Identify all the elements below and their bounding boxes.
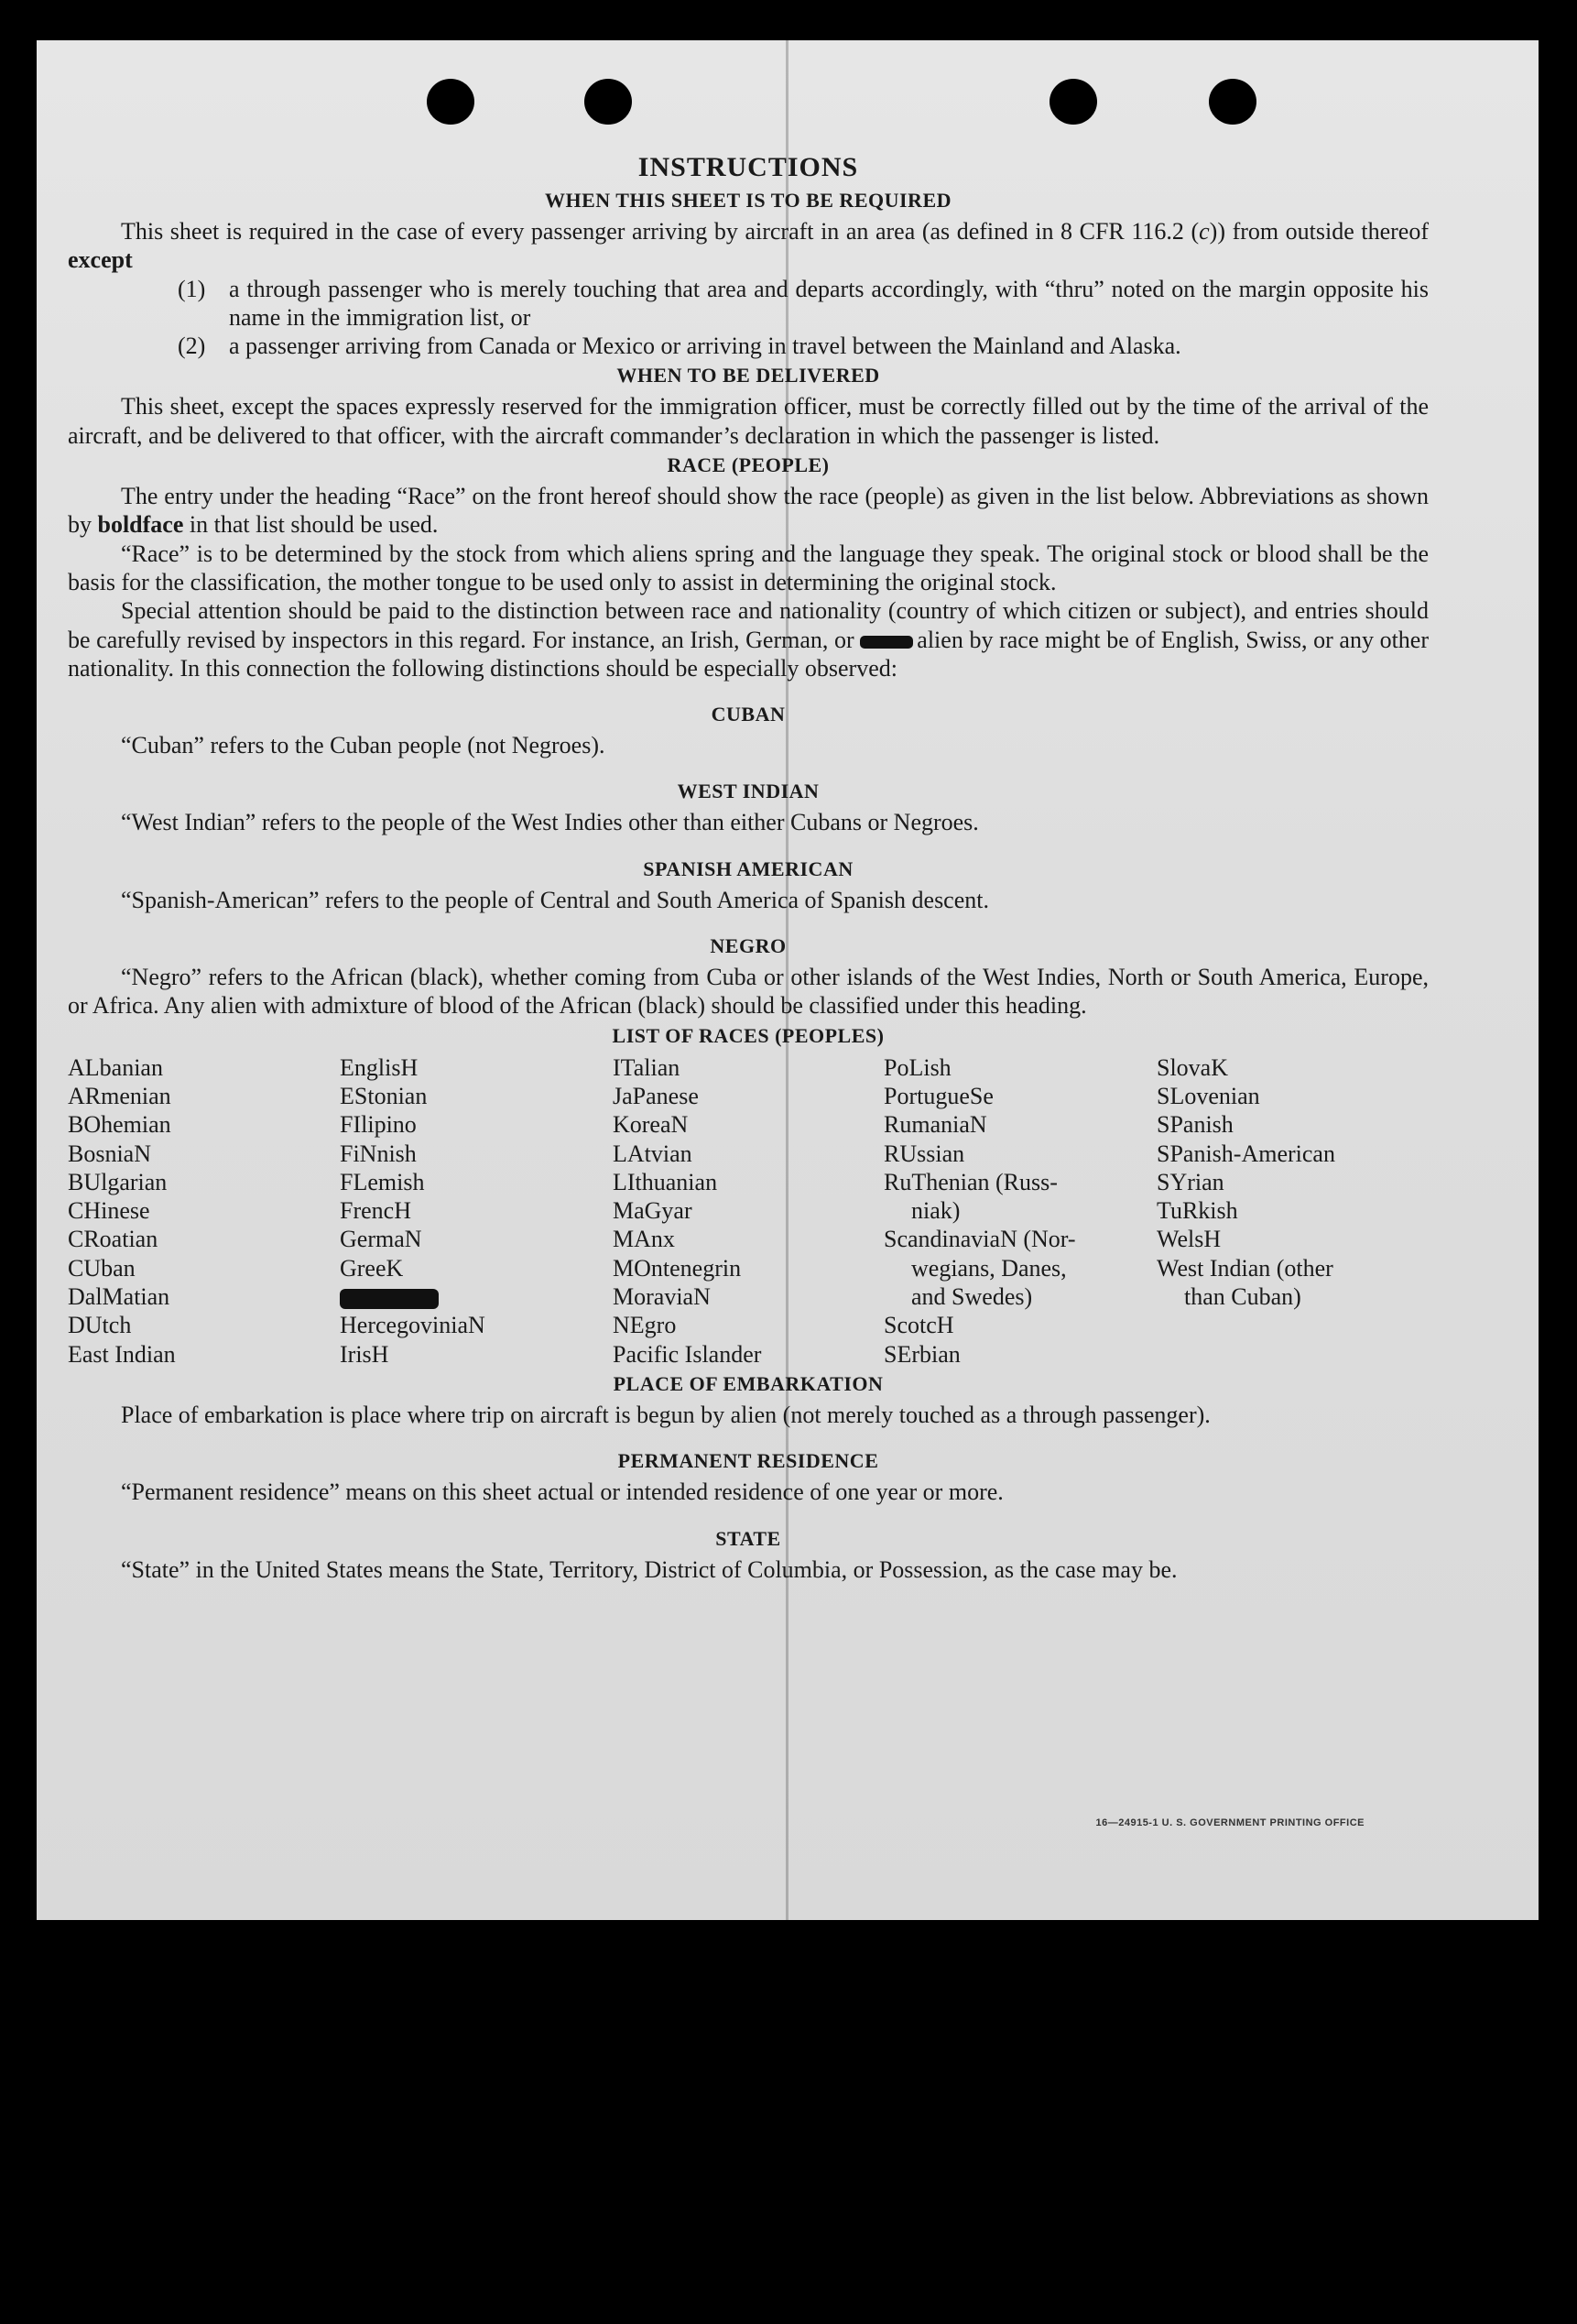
- race-item: WelsH: [1157, 1226, 1222, 1253]
- punch-hole: [427, 79, 474, 125]
- race-item: ScotcH: [884, 1312, 954, 1339]
- race-item: SLovenian: [1157, 1082, 1260, 1109]
- race-paragraph: The entry under the heading “Race” on the front hereof should show the race (people) as given in the list below. Abbreviations as shown by boldface in that list should be used.: [68, 483, 1429, 539]
- redaction-mark: [340, 1289, 439, 1309]
- required-text: This sheet is required in the case of every passenger arriving by aircraft in an area (as defined in 8 CFR 116.2 (c)) from outside thereof except: [68, 218, 1429, 274]
- race-list: [68, 1053, 1429, 1369]
- race-column: [884, 1053, 1157, 1369]
- heading-spanish-american: SPANISH AMERICAN: [643, 856, 854, 880]
- race-item-continuation: than Cuban): [1184, 1283, 1301, 1311]
- heading-cuban: CUBAN: [711, 703, 786, 726]
- heading-delivered: WHEN TO BE DELIVERED: [616, 364, 880, 387]
- race-item: EnglisH: [340, 1053, 419, 1081]
- race-column: [68, 1053, 340, 1369]
- race-item: PoLish: [884, 1053, 952, 1081]
- race-item: NEgro: [613, 1312, 677, 1339]
- heading-state: STATE: [715, 1526, 781, 1550]
- heading-permanent-residence: PERMANENT RESIDENCE: [617, 1449, 879, 1473]
- heading-required: WHEN THIS SHEET IS TO BE REQUIRED: [544, 189, 952, 212]
- race-item: HercegoviniaN: [340, 1312, 485, 1339]
- race-item: MoraviaN: [613, 1283, 711, 1311]
- race-item: PortugueSe: [884, 1082, 994, 1109]
- race-item-continuation: niak): [911, 1197, 961, 1225]
- exception-item: (2) a passenger arriving from Canada or Mexico or arriving in travel between the Mainland and Alaska.: [178, 333, 1181, 360]
- heading-list-of-races: LIST OF RACES (PEOPLES): [612, 1023, 885, 1047]
- race-item: MAnx: [613, 1226, 675, 1253]
- race-item: West Indian (other: [1157, 1254, 1333, 1282]
- race-item: MaGyar: [613, 1197, 692, 1225]
- race-item: FrencH: [340, 1197, 411, 1225]
- residence-text: “Permanent residence” means on this sheet actual or intended residence of one year or more.: [121, 1478, 1004, 1506]
- embarkation-text: Place of embarkation is place where trip on aircraft is begun by alien (not merely touched as a through passenger).: [121, 1401, 1211, 1428]
- punch-hole: [1050, 79, 1097, 125]
- race-column: [340, 1053, 613, 1369]
- race-item-continuation: wegians, Danes,: [911, 1254, 1067, 1282]
- state-text: “State” in the United States means the State, Territory, District of Columbia, or Possession, as the case may be.: [121, 1555, 1178, 1583]
- page-title: INSTRUCTIONS: [637, 152, 859, 182]
- instruction-sheet: [37, 40, 1539, 1920]
- race-item: CRoatian: [68, 1226, 158, 1253]
- race-item: Pacific Islander: [613, 1340, 762, 1368]
- race-item: LIthuanian: [613, 1168, 718, 1195]
- race-item: East Indian: [68, 1340, 176, 1368]
- race-item: GermaN: [340, 1226, 422, 1253]
- race-item: CHinese: [68, 1197, 150, 1225]
- race-item: RUssian: [884, 1140, 965, 1167]
- race-item: ARmenian: [68, 1082, 171, 1109]
- race-item: BosniaN: [68, 1140, 151, 1167]
- redaction-mark: [860, 636, 913, 649]
- race-item-redacted: [340, 1282, 613, 1311]
- race-item: SYrian: [1157, 1168, 1224, 1195]
- race-item: GreeK: [340, 1254, 404, 1282]
- race-paragraph: “Race” is to be determined by the stock from which aliens spring and the language they speak. The original stock or blood shall be the basis for the classification, the mother tongue to be used only to assist in determining the original stock.: [68, 540, 1429, 595]
- race-item: EStonian: [340, 1082, 428, 1109]
- spanish-american-text: “Spanish-American” refers to the people of Central and South America of Spanish descent.: [121, 886, 989, 913]
- race-item: IrisH: [340, 1340, 389, 1368]
- race-item: FLemish: [340, 1168, 425, 1195]
- race-item: SPanish-American: [1157, 1140, 1335, 1167]
- race-item: DalMatian: [68, 1283, 170, 1311]
- race-item: SlovaK: [1157, 1053, 1228, 1081]
- west-indian-text: “West Indian” refers to the people of the West Indies other than either Cubans or Negroes.: [121, 809, 979, 836]
- heading-race: RACE (PEOPLE): [667, 453, 830, 477]
- race-item: CUban: [68, 1254, 136, 1282]
- race-item: FIlipino: [340, 1111, 417, 1139]
- exception-item: (1) a through passenger who is merely touching that area and departs accordingly, with “thru” noted on the margin opposite his name in the immigration list, or: [178, 275, 1429, 331]
- race-item: DUtch: [68, 1312, 132, 1339]
- race-item: BOhemian: [68, 1111, 171, 1139]
- heading-west-indian: WEST INDIAN: [677, 780, 820, 803]
- instructions-content: [68, 152, 1429, 1584]
- printer-footer: 16—24915-1 U. S. GOVERNMENT PRINTING OFFICE: [1095, 1817, 1365, 1828]
- race-item: KoreaN: [613, 1111, 689, 1139]
- race-item: ITalian: [613, 1053, 680, 1081]
- race-column: [1157, 1053, 1429, 1369]
- race-item: FiNnish: [340, 1140, 417, 1167]
- heading-negro: NEGRO: [710, 934, 787, 958]
- race-item: SPanish: [1157, 1111, 1234, 1139]
- cuban-text: “Cuban” refers to the Cuban people (not Negroes).: [121, 732, 605, 759]
- race-item: TuRkish: [1157, 1197, 1238, 1225]
- punch-hole: [1209, 79, 1256, 125]
- race-item: JaPanese: [613, 1082, 699, 1109]
- exception-list: [68, 275, 1429, 361]
- delivered-text: This sheet, except the spaces expressly reserved for the immigration officer, must be correctly filled out by the time of the arrival of the aircraft, and be delivered to that officer, with the aircraft commander’s declaration in which the passenger is listed.: [68, 393, 1429, 449]
- race-item: SErbian: [884, 1340, 961, 1368]
- race-item: ScandinaviaN (Nor-: [884, 1226, 1076, 1253]
- heading-embarkation: PLACE OF EMBARKATION: [613, 1371, 884, 1395]
- race-item: MOntenegrin: [613, 1254, 742, 1282]
- race-column: [613, 1053, 884, 1369]
- negro-text: “Negro” refers to the African (black), whether coming from Cuba or other islands of the West Indies, North or South America, Europe, or Africa. Any alien with admixture of blood of the African (black) should be classified under this heading.: [68, 964, 1429, 1020]
- race-item: BUlgarian: [68, 1168, 168, 1195]
- race-item-continuation: and Swedes): [911, 1283, 1033, 1311]
- race-item: ALbanian: [68, 1053, 163, 1081]
- punch-hole: [584, 79, 632, 125]
- race-paragraph: Special attention should be paid to the distinction between race and nationality (country of which citizen or subject), and entries should be carefully revised by inspectors in this regard. For instance, an Irish, German, or alien by race might be of English, Swiss, or any other nationality. In this connection the following distinctions should be especially observed:: [68, 597, 1429, 682]
- race-item: RumaniaN: [884, 1111, 987, 1139]
- race-item: LAtvian: [613, 1140, 692, 1167]
- race-item: RuThenian (Russ-: [884, 1168, 1058, 1195]
